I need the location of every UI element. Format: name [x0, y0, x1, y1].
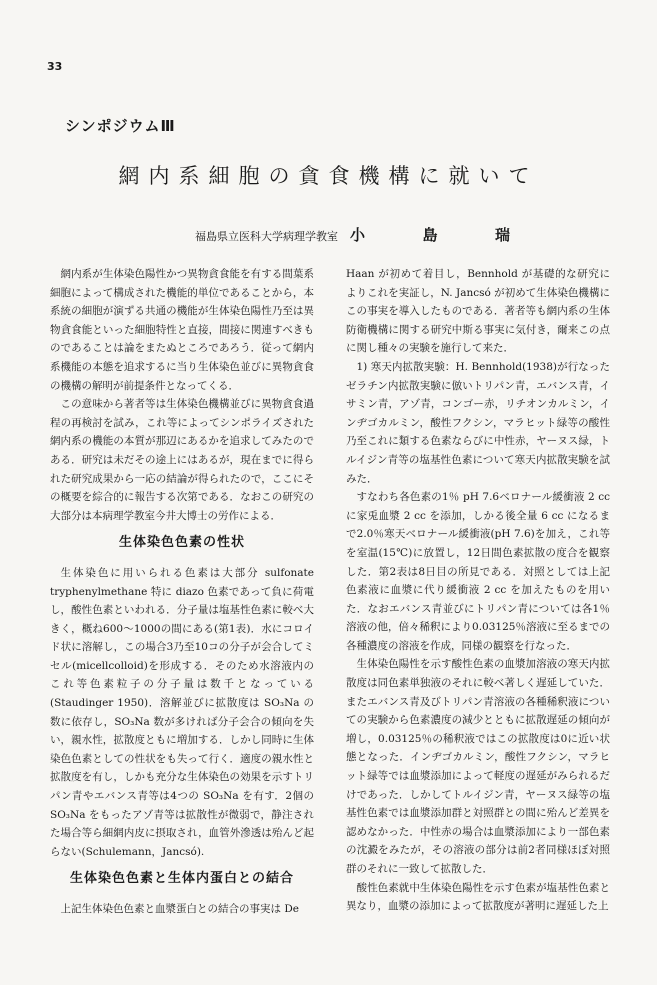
right-column — [346, 265, 610, 916]
body-paragraph: 網内系が生体染色陽性かつ異物貪食能を有する間葉系細胞によって構成された機能的単位であることから，本系統の細胞が演ずる共通の機能が生体染色陽性乃至は異物貪食能といった細胞特性と直接，間接に関連すべきものであることは論をまたぬところであろう．従って網内系機能の本態を追求するに当り生体染色並びに異物貪食の機構の解明が前提条件となってくる． — [50, 268, 314, 392]
section-heading: 生体染色色素の性状 — [118, 535, 245, 551]
body-paragraph: 生体染色陽性を示す酸性色素の血漿加溶液の寒天内拡散度は同色素単独液のそれに較べ著しく遅延していた．またエバンス青及びトリパン青溶液の各種稀釈液についての実験から色素濃度の減少とともに拡散遅延の傾向が増し，0.03125％の稀釈液ではこの拡散度は0に近い状態となった．インヂゴカルミン，酸性フクシン，マラヒット緑等では血漿添加によって軽度の遅延がみられるだけであった．しかしてトルイジン青，ヤーヌス緑等の塩基性色素では血漿添加群と対照群との間に殆んど差異を認めなかった．中性赤の場合は血漿添加により一部色素の沈澱をみたが，その溶液の部分は前2者同様ほぼ対照群のそれに一致して拡散した． — [346, 658, 610, 875]
body-paragraph: 1) 寒天内拡散実験：H. Bennhold(1938)が行なったゼラチン内拡散実験に倣いトリパン青，エバンス青，イサミン青，アゾ青，コンゴー赤，リチオンカルミン，インヂゴカルミン，酸性フクシン，マラヒット緑等の酸性乃至これに類する色素ならびに中性赤，ヤーヌス緑，トルイジン青等の塩基性色素について寒天内拡散実験を試みた． — [346, 360, 610, 485]
author-name — [350, 224, 510, 245]
author-affiliation: 福島県立医科大学病理学教室 — [195, 230, 338, 243]
author-name-char: 小 — [350, 226, 366, 244]
section-heading: 生体染色色素と生体内蛋白との結合 — [69, 871, 294, 887]
body-paragraph: Haan が初めて着目し，Bennhold が基礎的な研究によりこれを実証し，N. Jancsó が初めて生体染色機構にこの事実を導入したものである．著者等も網内系の生体防衛機構に関する研究中斯る事実に気付き，爾来この点に関し種々の実験を施行して来た． — [346, 268, 610, 355]
author-name-char: 島 — [422, 226, 438, 244]
author-name-char: 瑞 — [494, 226, 510, 244]
article-title: 網内系細胞の貪食機構に就いて — [118, 164, 539, 188]
symposium-series-label: シンポジウムⅢ — [65, 117, 176, 135]
body-paragraph: 生体染色に用いられる色素は大部分 sulfonate tryphenylmethane 特に diazo 色素であって負に荷電し，酸性色素といわれる．分子量は塩基性色素に較べ大きく，概ね600〜1000の間にある(第1表)．水にコロイド状に溶解し，この場合3乃至10コの分子が会合してミセル(micellcolloid)を形成する．そのため水溶液内のこれ等色素粒子の分子量は数千となっている(Staudinger 1950)．溶解並びに拡散度は SO₃Na の数に依存し，SO₃Na 数が多ければ分子会合の傾向を失い，親水性，拡散度ともに増加する．しかし同時に生体染色色素としての性状をも失って行く．適度の親水性と拡散度を有し，しかも充分な生体染色の効果を示すトリパン青やエバンス青等は4つの SO₃Na を有す．2個の SO₃Na をもったアゾ青等は拡散性が微弱で，静注された場合等ら細網内皮に摂取され，血管外滲透は殆んど起らない(Schulemann，Jancsó). — [50, 566, 314, 858]
left-column — [50, 265, 314, 919]
body-paragraph: すなわち各色素の1％ pH 7.6ベロナール緩衝液 2 cc に家兎血漿 2 cc を添加，しかる後全量 6 cc になるまで2.0％寒天ベロナール緩衝液(pH 7.6)を加え，これ等を室温(15℃)に放置し，12日間色素拡散の度合を観察した．第2表は8日目の所見である．対照としては上記色素液に血漿に代り緩衝液 2 cc を加えたものを用いた．なおエバンス青並びにトリパン青については各1％溶液の他，倍々稀釈により0.03125％溶液に至るまでの各種濃度の溶液を作成，同様の観察を行なった． — [346, 491, 610, 652]
page-number: 33 — [47, 60, 63, 73]
body-paragraph: この意味から著者等は生体染色機構並びに異物貪食過程の再検討を試み，これ等によってシンポライズされた網内系の機能の本質が那辺にあるかを追求してみたのである．研究は未だその途上にはあるが，現在までに得られた研究成果から一応の結論が得られたので，ここにその概要を綜合的に報告する次第である．なおこの研究の大部分は本病理学教室今井大博士の労作による． — [50, 398, 314, 522]
body-paragraph: 酸性色素就中生体染色陽性を示す色素が塩基性色素と異なり，血漿の添加によって拡散度が著明に遅延した上 — [346, 881, 610, 913]
body-paragraph: 上記生体染色色素と血漿蛋白との結合の事実は De — [60, 903, 299, 915]
